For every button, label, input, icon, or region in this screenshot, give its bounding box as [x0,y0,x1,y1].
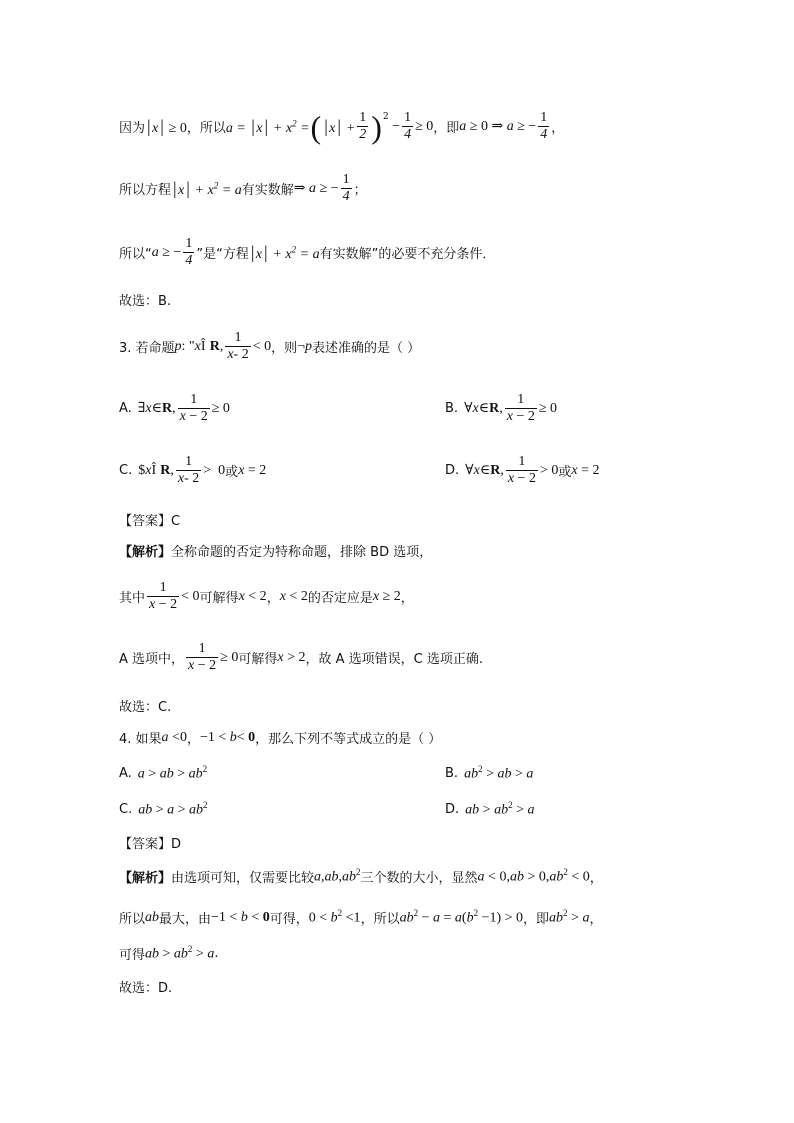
q3-option-c: C. $ x Î R , $\frac{1}{x- 2}$ > 0 或 x = 2 [119,454,267,486]
derivation-line-2: 所以方程 $|x| + x^2 = a$ 有实数解 ⇒ a ≥ − $\frac{1}{4}$ ； [119,172,367,204]
q4-analysis-3: 可得 ab > $ab^2 > a$ . [119,944,219,963]
choose-c: 故选：C. [119,700,172,715]
choose-d: 故选：D. [119,981,173,996]
q4-option-d: D. ab > $ab^2 > a$ [445,800,535,818]
q3-analysis-2: 其中 $\frac{1}{x - 2}$ < 0 可解得 x < 2 ， x < 2 的否定应是 x ≥ 2 ， [119,580,414,612]
q3-option-b: B. ∀ x ∈ R , $\frac{1}{x - 2}$ ≥ 0 [445,392,558,424]
q4-analysis-1: 【解析】 由选项可知，仅需要比较 $a,ab,ab^2$ 三个数的大小，显然 $a < 0,ab > 0,ab^2 < 0$ ， [119,867,603,886]
derivation-line-3: 所以“ a ≥ − $\frac{1}{4}$ ”是“方程 $|x| + x^2 = a$ 有实数解”的必要不充分条件． [119,236,496,268]
q3-stem: 3. 若命题 p : " x Î R , $\frac{1}{x- 2}$ < 0 ，则 ¬ p 表述准确的是（ ） [119,330,421,362]
q4-answer: 【答案】D [119,837,182,852]
q3-answer: 【答案】C [119,514,181,529]
q3-option-a: A. ∃ x ∈ R , $\frac{1}{x - 2}$ ≥ 0 [119,392,230,424]
q4-option-c: C. ab > $a > ab^2$ [119,800,208,818]
q4-option-a: A. a > ab > $ab^2$ [119,764,208,782]
q4-stem: 4. 如果 a <0 ， −1 < b < 0 ，那么下列不等式成立的是（ ） [119,729,442,747]
q3-option-d: D. ∀ x ∈ R , $\frac{1}{x - 2}$ > 0 或 x = 2 [445,454,600,486]
q4-analysis-2: 所以 ab 最大，由 −1 < b < 0 可得， $0 < b^2 <1$ ，所以 $ab^2 - a = a(b^2 -1) > 0$ ，即 $ab^2 > a$ ， [119,908,603,927]
q4-option-b: B. $ab^2$ > ab > a [445,764,534,782]
choose-b: 故选：B. [119,294,172,309]
q3-analysis-3: A 选项中， $\frac{1}{x - 2}$ ≥ 0 可解得 x > 2 ，故 A 选项错误，C 选项正确. [119,641,483,673]
derivation-line-1: 因为 |x| ≥ 0 ，所以 $a = |x| + x^2$ = ( |x| + $\frac{1}{2}$ ) $^2$ − $\frac{1}{4}$ ≥ 0 ，即 a ≥ 0 ⇒ a ≥ − $\frac{1}{4}$ ， [119,108,565,145]
q3-analysis-1: 【解析】 全称命题的否定为特称命题，排除 BD 选项， [119,545,433,560]
